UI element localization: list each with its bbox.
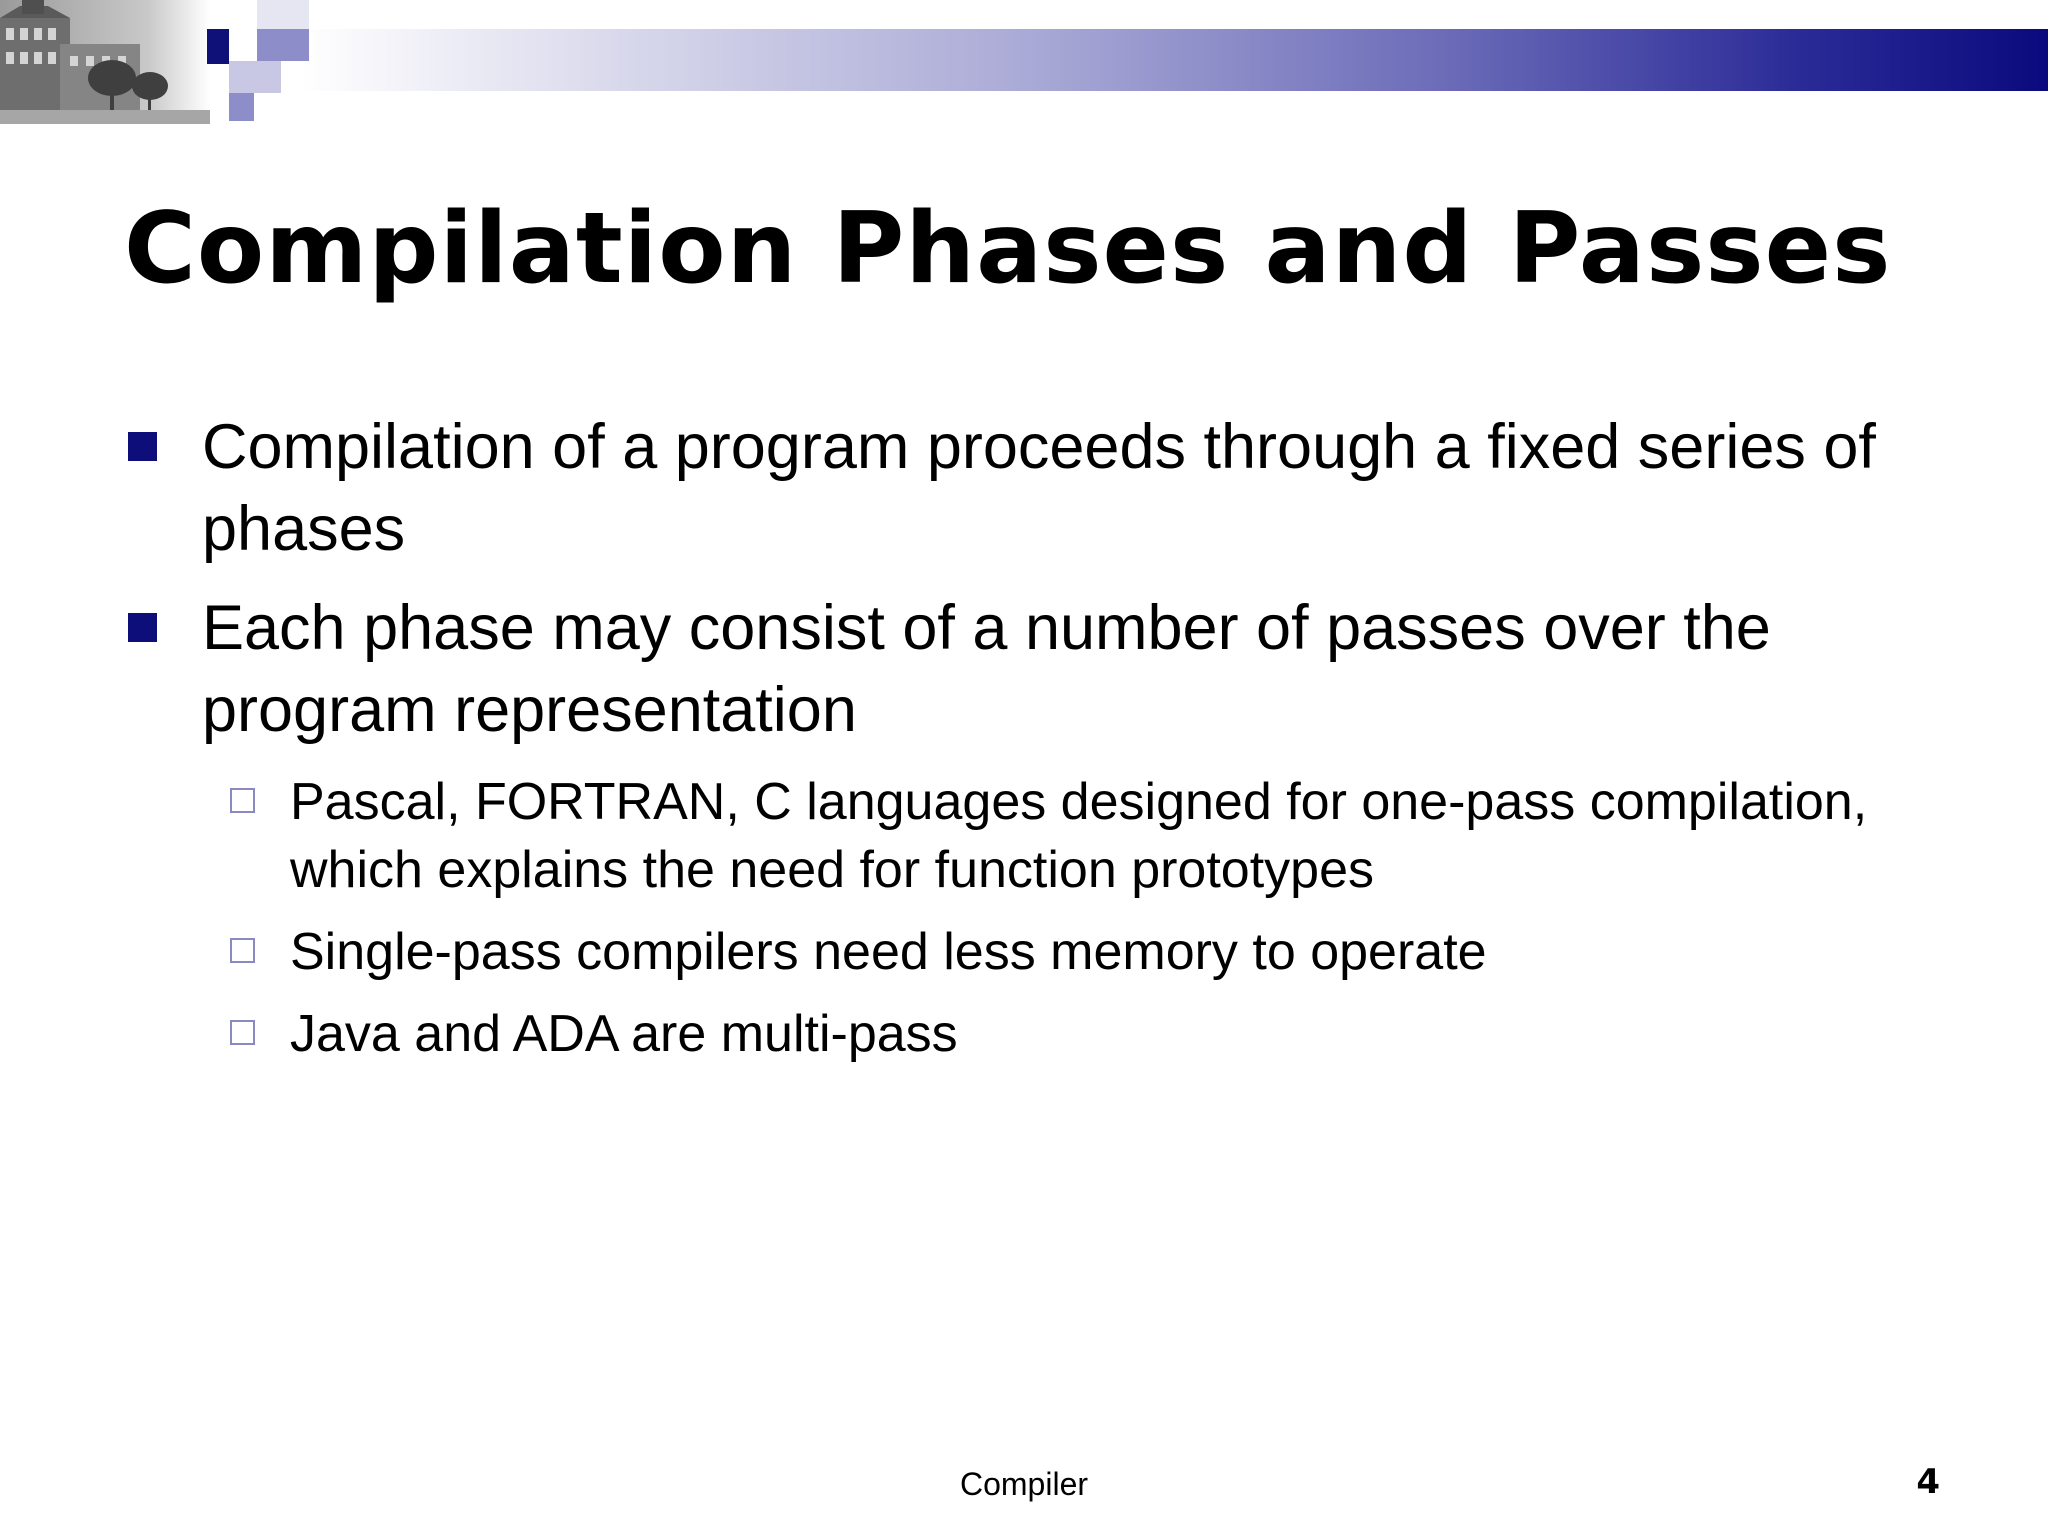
header-square-light	[229, 61, 281, 93]
hollow-square-bullet-icon	[230, 1020, 255, 1045]
bullet-text: Each phase may consist of a number of passes over the program representation	[202, 593, 1771, 745]
header-square-pale	[257, 0, 309, 29]
campus-building-icon	[0, 0, 210, 124]
sub-bullet-text: Single-pass compilers need less memory to operate	[290, 923, 1487, 981]
hollow-square-bullet-icon	[230, 788, 255, 813]
hollow-square-bullet-icon	[230, 938, 255, 963]
footer-label: Compiler	[959, 1466, 1089, 1502]
filled-square-bullet-icon	[128, 432, 157, 461]
campus-building-image	[0, 0, 210, 124]
filled-square-bullet-icon	[128, 613, 157, 642]
sub-bullet-item	[124, 918, 1984, 986]
sub-bullet-text: Java and ADA are multi-pass	[290, 1005, 958, 1063]
header-square-small	[229, 93, 254, 121]
bullet-item	[124, 587, 1984, 751]
header-square-navy	[207, 29, 229, 64]
sub-bullet-item	[124, 768, 1984, 904]
page-number: 4	[1916, 1462, 1940, 1502]
header-gradient-band	[300, 29, 2048, 91]
bullet-item	[124, 406, 1984, 570]
sub-bullet-text: Pascal, FORTRAN, C languages designed for one-pass compilation, which explains the need for function prototypes	[290, 773, 1868, 899]
bullet-list	[124, 406, 1984, 1082]
bullet-text: Compilation of a program proceeds through a fixed series of phases	[202, 412, 1876, 564]
sub-bullet-list	[124, 768, 1984, 1068]
slide-title: Compilation Phases and Passes	[124, 192, 1892, 306]
sub-bullet-item	[124, 1000, 1984, 1068]
header-square-mid	[257, 29, 309, 61]
